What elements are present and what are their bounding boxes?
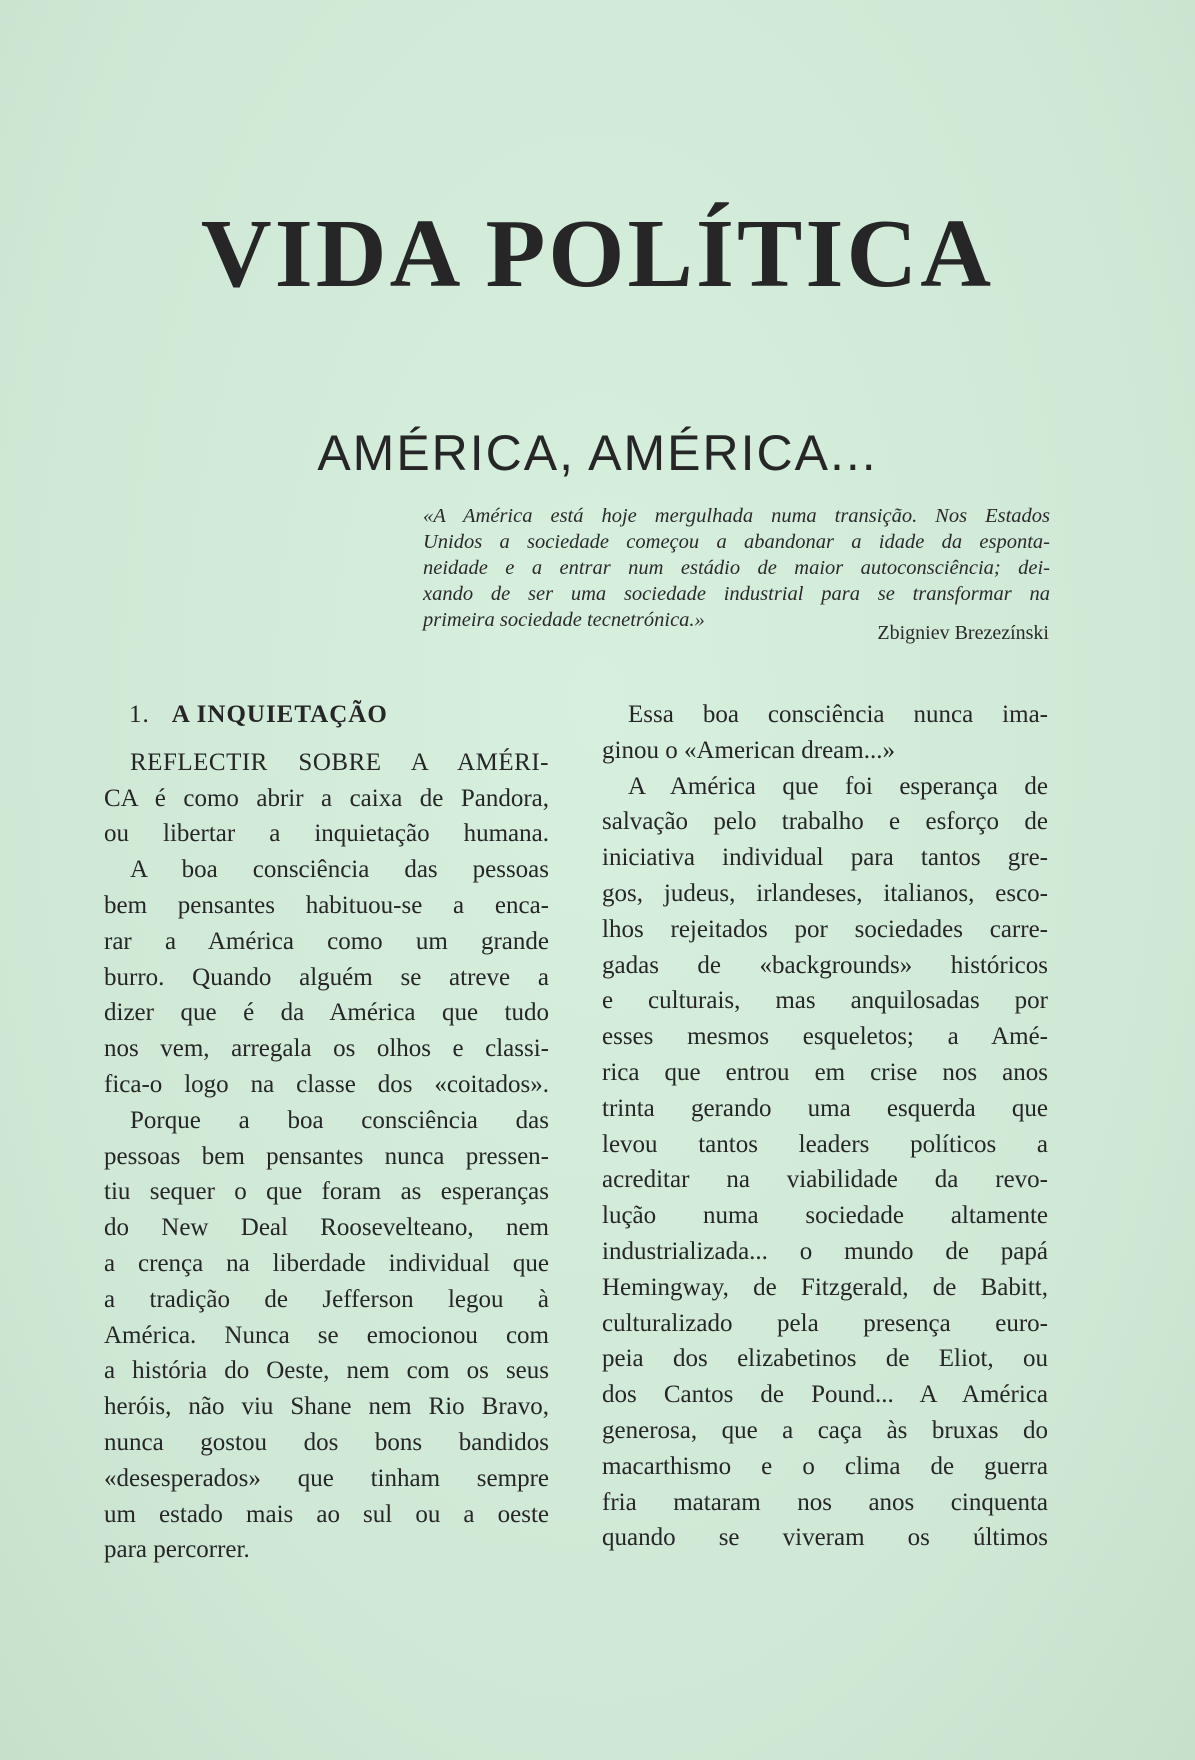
text-line: peia dos elizabetinos de Eliot, ou [602, 1345, 1048, 1373]
epigraph-author: Zbigniev Brezezínski [877, 622, 1049, 644]
epigraph-line: neidade e a entrar num estádio de maior autoconsciência; dei- [423, 557, 1050, 579]
page-title: VIDA POLÍTICA [200, 200, 995, 308]
text-line: lhos rejeitados por sociedades carre- [602, 915, 1048, 943]
text-line: e culturais, mas anquilosadas por [602, 987, 1048, 1015]
text-line: tiu sequer o que foram as esperanças [104, 1178, 549, 1206]
text-line: a tradição de Jefferson legou à [104, 1285, 549, 1313]
text-line: para percorrer. [104, 1536, 250, 1564]
text-line: nos vem, arregala os olhos e classi- [104, 1035, 549, 1063]
text-line: a crença na liberdade individual que [104, 1249, 549, 1277]
section-heading [104, 697, 549, 733]
epigraph-line: Unidos a sociedade começou a abandonar a idade da esponta- [423, 531, 1050, 553]
text-line: acreditar na viabilidade da revo- [602, 1166, 1048, 1194]
section-number: 1. [129, 701, 150, 728]
text-line: rar a América como um grande [104, 927, 549, 955]
text-line: A boa consciência das pessoas [130, 856, 549, 884]
text-line: esses mesmos esqueletos; a Amé- [602, 1023, 1048, 1051]
text-line: fria mataram nos anos cinquenta [602, 1488, 1048, 1516]
text-line: gadas de «backgrounds» históricos [602, 951, 1048, 979]
text-line: levou tantos leaders políticos a [602, 1130, 1048, 1158]
text-line: bem pensantes habituou-se a enca- [104, 891, 549, 919]
text-line: nunca gostou dos bons bandidos [104, 1428, 549, 1456]
text-line: burro. Quando alguém se atreve a [104, 963, 549, 991]
text-line: Essa boa consciência nunca ima- [628, 701, 1048, 728]
text-line: trinta gerando uma esquerda que [602, 1094, 1048, 1122]
text-line: ou libertar a inquietação humana. [104, 820, 549, 848]
text-line: dizer que é da América que tudo [104, 999, 549, 1027]
text-line: fica-o logo na classe dos «coitados». [104, 1070, 549, 1098]
article-subtitle: AMÉRICA, AMÉRICA... [317, 425, 878, 481]
right-column [602, 697, 1048, 1556]
text-line: A América que foi esperança de [628, 772, 1048, 800]
text-line: generosa, que a caça às bruxas do [602, 1416, 1048, 1444]
text-line: heróis, não viu Shane nem Rio Bravo, [104, 1393, 549, 1421]
text-line: CA é como abrir a caixa de Pandora, [104, 784, 549, 812]
text-line: iniciativa individual para tantos gre- [602, 844, 1048, 872]
text-line: quando se viveram os últimos [602, 1524, 1048, 1552]
text-line: pessoas bem pensantes nunca pressen- [104, 1142, 549, 1170]
text-line: América. Nunca se emocionou com [104, 1321, 549, 1349]
text-line: a história do Oeste, nem com os seus [104, 1357, 549, 1385]
text-line: dos Cantos de Pound... A América [602, 1381, 1048, 1409]
text-line: lução numa sociedade altamente [602, 1202, 1048, 1230]
text-line: macarthismo e o clima de guerra [602, 1452, 1048, 1480]
text-line: gos, judeus, irlandeses, italianos, esco- [602, 879, 1048, 907]
epigraph-line: primeira sociedade tecnetrónica.» [423, 609, 705, 631]
epigraph-line: «A América está hoje mergulhada numa transição. Nos Estados [423, 505, 1050, 527]
text-line: do New Deal Rooseveltеano, nem [104, 1214, 549, 1242]
text-line: industrializada... o mundo de papá [602, 1237, 1048, 1265]
epigraph-line: xando de ser uma sociedade industrial para se transformar na [423, 583, 1050, 605]
section-title: A INQUIETAÇÃO [171, 701, 388, 728]
text-line: salvação pelo trabalho e esforço de [602, 808, 1048, 836]
text-line: um estado mais ao sul ou a oeste [104, 1500, 549, 1528]
text-line: REFLECTIR SOBRE A AMÉRI- [130, 748, 549, 776]
text-line: rica que entrou em crise nos anos [602, 1058, 1048, 1086]
epigraph [423, 503, 1050, 633]
text-line: Porque a boa consciência das [130, 1106, 549, 1134]
text-line: «desesperados» que tinham sempre [104, 1464, 549, 1492]
text-line: Hemingway, de Fitzgerald, de Babitt, [602, 1273, 1048, 1301]
left-column [104, 697, 549, 1568]
text-line: culturalizado pela presença euro- [602, 1309, 1048, 1337]
text-line: ginou o «American dream...» [602, 736, 895, 764]
